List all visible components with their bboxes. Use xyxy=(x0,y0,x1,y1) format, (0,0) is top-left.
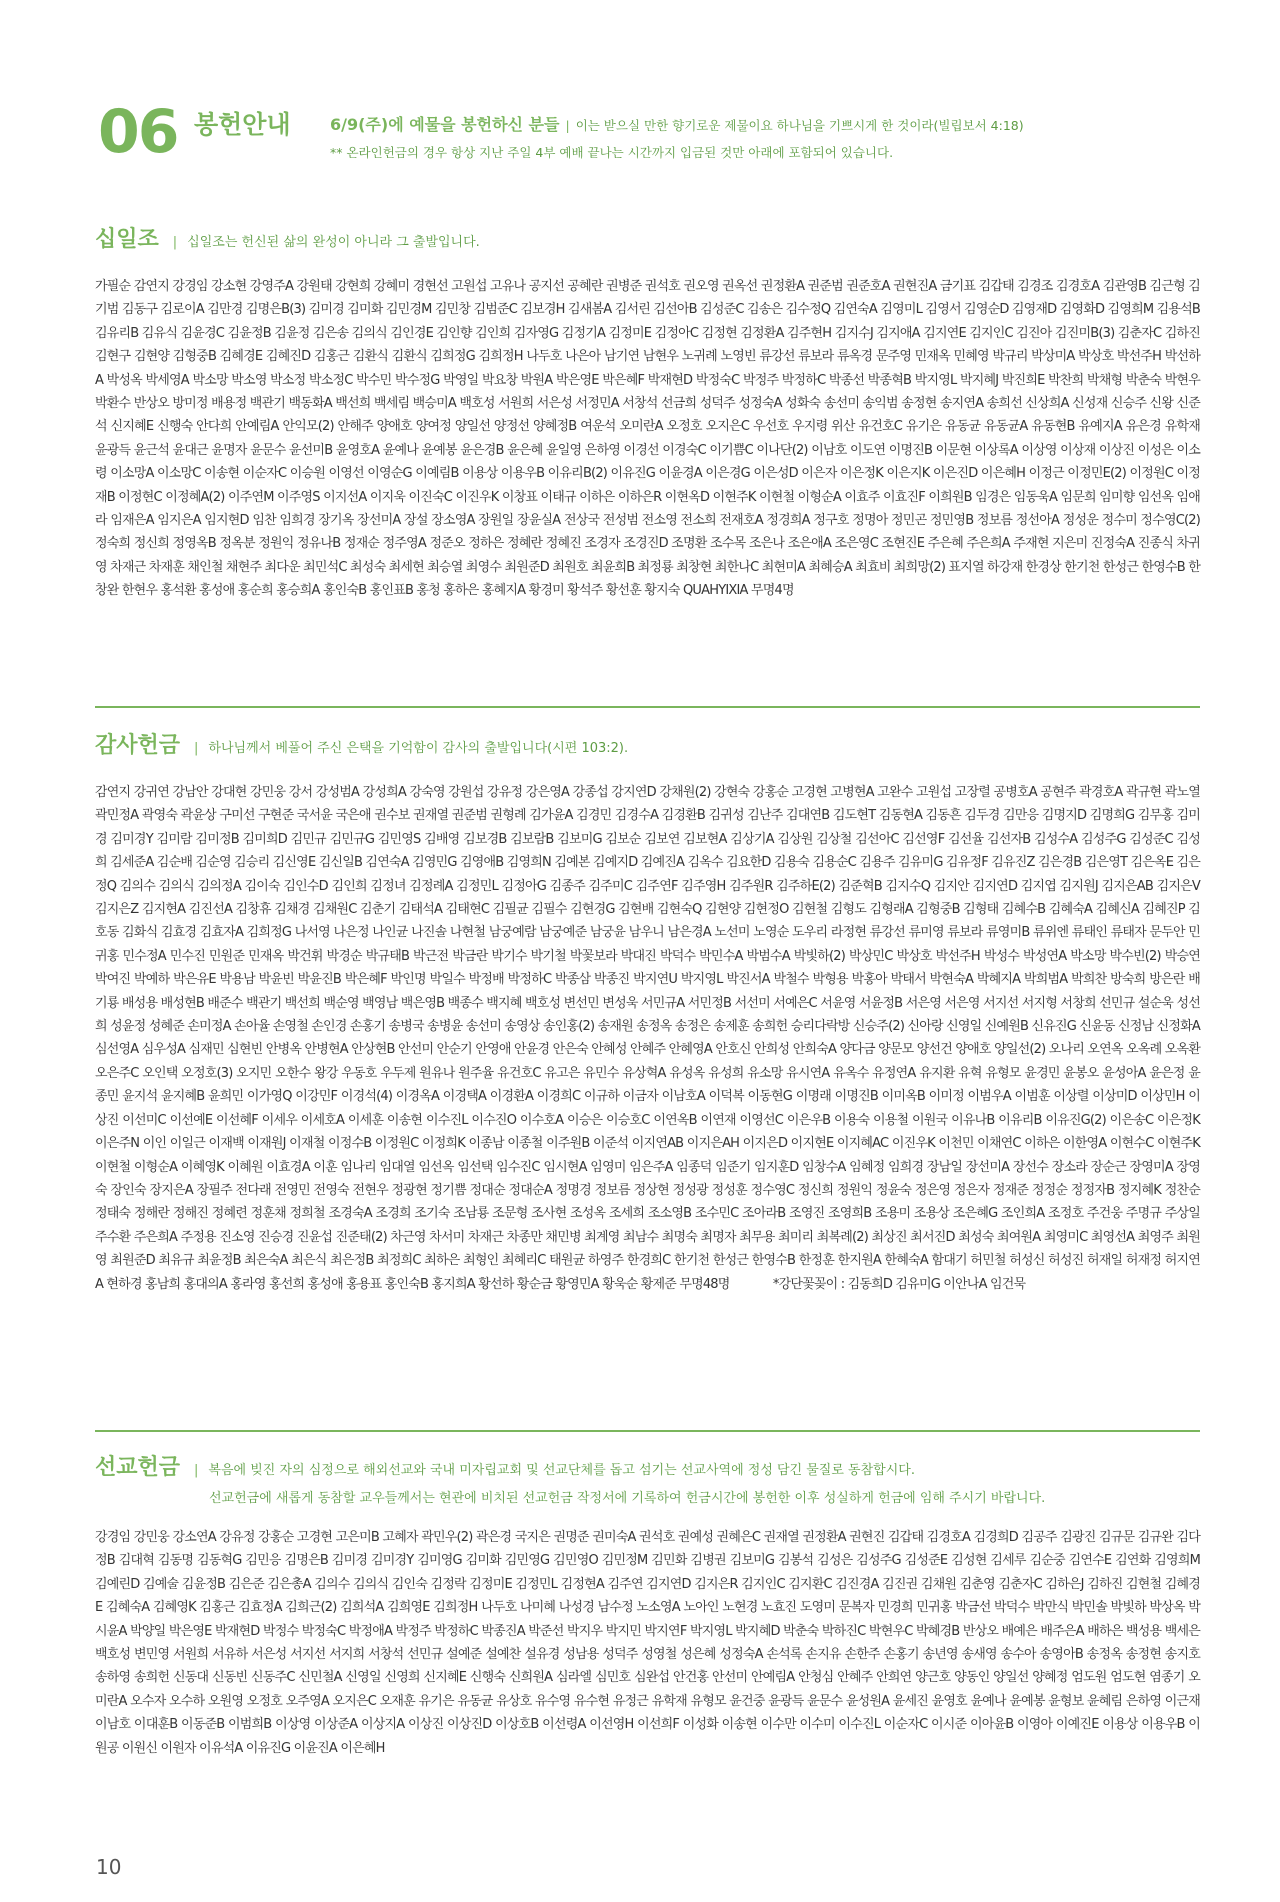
tithe-heading xyxy=(95,222,1200,253)
flower-note: *강단꽃꽂이 : 김동희D 김유미G 이안나A 임건묵 xyxy=(772,1276,1026,1292)
mission-title: 선교헌금 xyxy=(95,1455,181,1480)
mission-description: 복음에 빚진 자의 심정으로 해외선교와 국내 미자립교회 및 선교단체를 돕고 섬기는 선교사역에 정성 담긴 물질로 동참합시다. xyxy=(208,1463,915,1478)
tithe-description: 십일조는 헌신된 삶의 완성이 아니라 그 출발입니다. xyxy=(187,235,480,250)
thanks-heading xyxy=(95,728,1200,759)
thanks-donor-names: 감연지 강귀연 강남안 강대현 강민웅 강서 강성범A 강성희A 강숙영 강원섭 강유정 강은영A 강종섭 강지연D 강채원(2) 강현숙 강홍순 고경현 고병현A 고완수 고원섭 고장렬 공병호A 공현주 곽경호A 곽규현 곽노열 곽민정A 곽영숙 곽윤상 구미선 구현준 국서윤 국은애 권수보 권재열 권준범 권형례 김가윤A 김경민 김경수A 김경환B 김귀성 김난주 김대연B 김도현T 김동현A 김동흔 김두경 김만응 김명지D 김명희G 김무홍 김미경 김미경Y 김미람 김미정B 김미희D 김민규 김민규G 김민영S 김배영 김보경B 김보람B 김보미G 김보순 김보연 김보현A 김상기A 김상원 김상철 김선아C 김선영F 김선율 김선자B 김성수A 김성주G 김성준C 김성희 김세준A 김순배 김순영 김승리 김신영E 김신일B 김연숙A 김영민G 김영애B 김영희N 김예본 김예지D 김예진A 김옥수 김요한D 김용숙 김용순C 김용주 김유미G 김유정F 김유진Z 김은경B 김은영T 김은옥E 김은정Q 김의수 김의식 김의정A 김이숙 김인수D 김인희 김정녀 김정례A 김정민L 김정아G 김종주 김주미C 김주연F 김주영H 김주원R 김주하E(2) 김준혁B 김지수Q 김지안 김지연D 김지엽 김지원J 김지은AB 김지은V 김지은Z 김지현A 김진선A 김창휴 김채경 김채원C 김춘기 김태석A 김태현C 김필균 김필수 김현경G 김현배 김현숙Q 김현양 김현정O 김현철 김형도 김형래A 김형중B 김형태 김혜수B 김혜숙A 김혜신A 김혜진P 김호동 김화식 김효경 김효자A 김희정G 나서영 나은정 나인균 나진솔 나현철 남궁예람 남궁예준 남궁윤 남우니 남은경A 노선미 노영순 도우리 라정현 류강선 류미영 류보라 류영미B 류위엔 류태인 류태자 문두안 민귀홍 민수정A 민수진 민원준 민재옥 박건휘 박경순 박규태B 박근전 박금란 박기수 박기철 박꽃보라 박대진 박덕수 박민수A 박범수A 박빛하(2) 박상민C 박상호 박선주H 박성수 박성연A 박소망 박수빈(2) 박승연 박여진 박예하 박은유E 박용남 박윤빈 박윤진B 박은혜F 박인명 박일수 박정배 박정하C 박종삼 박종진 박지연U 박지영L 박진서A 박철수 박형용 박홍아 박태서 박현숙A 박혜지A 박희범A 박희찬 방숙희 방은란 배기룡 배성용 배성현B 배준수 백관기 백선희 백순영 백영남 백은영B 백종수 백지혜 백호성 변선민 변성욱 서민규A 서민정B 서선미 서예은C 서윤영 서윤정B 서은영 서은영 서지선 서지형 서창희 선민규 설순욱 성선희 성윤정 성혜준 손미정A 손아율 손영철 손인경 손홍기 송병국 송병윤 송선미 송영상 송인홍(2) 송재원 송정옥 송정은 송제훈 송희헌 승리다락방 신승주(2) 신아랑 신영일 신예원B 신유진G 신윤동 신정남 신정화A 심선영A 심우성A 심재민 심현빈 안병옥 안병현A 안상현B 안선미 안순기 안영애 안윤경 안은숙 안혜성 안혜주 안혜영A 안호신 안희성 안희숙A 양다금 양문모 양선건 양애호 양일선(2) 오나리 오연옥 오옥례 오옥환 오은주C 오인택 오정호(3) 오지민 오한수 왕강 우동호 우두제 원유나 원주율 유건호C 유고은 유민수 유상혁A 유성옥 유성희 유소망 유시연A 유옥수 유정연A 유지환 유혁 유형모 윤경민 윤봉오 윤성아A 윤은정 윤종민 윤지석 윤지혜B 윤희민 이가영Q 이강민F 이경석(4) 이경옥A 이경택A 이경환A 이경희C 이규하 이금자 이남호A 이덕복 이동현G 이명래 이명진B 이미옥B 이미정 이범우A 이범훈 이상렬 이상미D 이상민H 이상진 이선미C 이선예E 이선혜F 이세우 이세호A 이세훈 이송현 이수진L 이수진O 이수호A 이승은 이승호C 이연옥B 이연재 이영선C 이은우B 이용숙 이용철 이원국 이유나B 이유리B 이유진G(2) 이은송C 이은정K 이은주N 이인 이일근 이재백 이재원J 이재철 이정수B 이정원C 이정희K 이종남 이종철 이주원B 이준석 이지연AB 이지은AH 이지은D 이지현E 이지혜AC 이진우K 이천민 이채연C 이하은 이한영A 이현수C 이현주K 이현철 이형순A 이혜영K 이혜원 이효경A 이훈 임나리 임대열 임선옥 임선택 임수진C 임시현A 임영미 임은주A 임종덕 임준기 임지훈D 임창수A 임혜정 임희경 장남일 장선미A 장선수 장소라 장순근 장영미A 장영숙 장인숙 장지은A 장필주 전다래 전영민 전영숙 전현우 정광현 정기쁨 정대순 정대순A 정명경 정보름 정상현 정성광 정성훈 정수영C 정신희 정원익 정윤숙 정은영 정은자 정재준 정정순 정정자B 정지혜K 정찬순 정태숙 정해란 정해진 정혜련 정훈채 정희철 조경숙A 조경희 조기숙 조남룡 조문형 조사현 조성옥 조세희 조소영B 조수민C 조아라B 조영진 조영희B 조용미 조용상 조은혜G 조인희A 조정호 주건웅 주명규 주상일 주수환 주은희A 주정용 진소영 진승경 진윤섭 진준태(2) 차근영 차서미 차재근 차종만 채민병 최계영 최남수 최명숙 최명자 최무용 최미리 최복례(2) 최상진 최서진D 최성숙 최여원A 최영미C 최영선A 최영주 최원영 최원준D 최유규 최윤정B 최은숙A 최은식 최은정B 최정희C 최하은 최형인 최혜리C 태원균 하영주 한경희C 한기천 한성근 한영수B 한정훈 한지원A 한혜숙A 함대기 허민철 허성신 허성진 허재일 허재정 허지연A 현하경 홍남희 홍대의A 홍라영 홍선희 홍성애 홍용표 홍인숙B 홍지희A 황선하 황순금 황영민A 황욱순 황제준 무명48명 xyxy=(95,785,1200,1292)
header-highlight: 6/9(주)에 예물을 봉헌하신 분들 xyxy=(330,115,560,134)
mission-heading xyxy=(95,1450,1200,1481)
section-divider xyxy=(95,706,1200,708)
thanks-section xyxy=(95,728,1200,1296)
page-number: 10 xyxy=(96,1855,122,1879)
tithe-donor-list: 가필순 감연지 강경임 강소현 강영주A 강원태 강현희 강혜미 경현선 고원섭 고유나 공지선 공혜란 권병준 권석호 권오영 권옥선 권정환A 권준범 권준호A 권현진A 금기표 김갑태 김경조 김경호A 김관영B 김근형 김기범 김동구 김로이A 김만경 김명은B(3) 김미경 김미화 김민경M 김민창 김범준C 김보경H 김새봄A 김서린 김선아B 김성준C 김송은 김수정Q 김연숙A 김영미L 김영서 김영순D 김영재D 김영화D 김영희M 김용석B 김유리B 김유식 김윤경C 김윤정B 김윤정 김은송 김의식 김인경E 김인향 김인희 김자영G 김정기A 김정미E 김정아C 김정현 김정환A 김주현H 김지수J 김지애A 김지연E 김지인C 김진아 김진미B(3) 김춘자C 김하진 김현구 김현양 김형중B 김혜경E 김혜진D 김홍근 김환식 김환식 김희정G 김희정H 나두호 나은아 남기연 남현우 노귀례 노영빈 류강선 류보라 류옥경 문주영 민재옥 민혜영 박규리 박상미A 박상호 박선주H 박선하A 박성옥 박세영A 박소망 박소영 박소정 박소정C 박수민 박수정G 박영일 박요창 박원A 박은영E 박은혜F 박재현D 박정숙C 박정주 박정하C 박종선 박종혁B 박지영L 박지혜J 박진희E 박찬희 박채형 박춘숙 박현우 박환수 반상오 방미정 배용정 백관기 백동화A 백선희 백세림 백승미A 백호성 서원희 서은성 서정민A 서창석 선금희 성덕주 성정숙A 성화숙 송선미 송익범 송정현 송지연A 송희선 신상희A 신성재 신승주 신왕 신준석 신지혜E 신행숙 안다희 안예림A 안익모(2) 안해주 양애호 양여정 양일선 양정선 양혜정B 여운석 오미란A 오정호 오지은C 우선호 우지령 위산 유건호C 유기은 유동균 유동균A 유동현B 유예지A 유은경 유학재 윤광득 윤근석 윤대근 윤명자 윤문수 윤선미B 윤영호A 윤예나 윤예봉 윤은경B 윤은혜 윤일영 은하영 이경선 이경숙C 이기쁨C 이나단(2) 이남호 이도연 이명진B 이문현 이상록A 이상영 이상재 이상진 이성은 이소령 이소망A 이소망C 이송현 이순자C 이승원 이영선 이영순G 이예림B 이용상 이용우B 이유리B(2) 이유진G 이윤경A 이은경G 이은성D 이은자 이은정K 이은지K 이은진D 이은혜H 이정근 이정민E(2) 이정원C 이정재B 이정현C 이정혜A(2) 이주연M 이주영S 이지선A 이지욱 이진숙C 이진우K 이창표 이태규 이하은 이하은R 이현옥D 이현주K 이현철 이형순A 이효주 이효진F 이희원B 임경은 임동욱A 임문희 임미향 임선옥 임애라 임재은A 임지은A 임지현D 임찬 임희경 장기옥 장선미A 장설 장소영A 장원일 장윤실A 전상국 전성범 전소영 전소희 전재호A 정경희A 정구호 정명아 정민곤 정민영B 정보름 정선아A 정성운 정수미 정수영C(2) 정숙희 정신희 정영옥B 정옥분 정원익 정유나B 정재순 정주영A 정준오 정하은 정혜란 정혜진 조경자 조경진D 조명환 조수목 조은나 조은애A 조은영C 조현진E 주은혜 주은희A 주재현 지은미 진정숙A 진종식 차귀영 차재근 차재훈 채인철 채현주 최다운 최민석C 최성숙 최세현 최승열 최영수 최원준D 최원호 최윤희B 최정룡 최창현 최한나C 최현미A 최혜승A 최효비 최희망(2) 표지열 하강재 한경상 한기천 한성근 한영수B 한창완 한현우 홍석환 홍성애 홍순희 홍승희A 홍인숙B 홍인표B 홍청 홍하은 홍혜지A 황경미 황석주 황선훈 황지숙 QUAHYIXIA 무명4명 xyxy=(95,279,1200,599)
thanks-description: 하나님께서 베풀어 주신 은택을 기억함이 감사의 출발입니다(시편 103:2). xyxy=(208,741,629,756)
header-note: ** 온라인헌금의 경우 항상 지난 주일 4부 예배 끝나는 시간까지 입금된 것만 아래에 포함되어 있습니다. xyxy=(330,145,894,160)
section-divider xyxy=(95,1430,1200,1432)
section-number: 06 xyxy=(98,97,178,167)
header-verse: 이는 받으실 만한 향기로운 제물이요 하나님을 기쁘시게 한 것이라(빌립보서 4:18) xyxy=(575,118,1024,133)
tithe-separator: | xyxy=(172,235,178,250)
mission-donor-list: 강경임 강민웅 강소연A 강유정 강홍순 고경현 고은미B 고혜자 곽민우(2) 곽은경 국지은 권명준 권미숙A 권석호 권예성 권혜은C 권재열 권정환A 권현진 김갑태 김경호A 김경희D 김공주 김광진 김규문 김규완 김다정B 김대혁 김동명 김동혁G 김민응 김명은B 김미경 김미경Y 김미영G 김미화 김민영G 김민영O 김민정M 김민화 김병권 김보미G 김봉석 김성은 김성주G 김성준E 김성현 김세루 김순중 김연수E 김연화 김영희M 김예린D 김예술 김윤정B 김은준 김은총A 김의수 김의식 김인숙 김정락 김정미E 김정민L 김정현A 김주연 김지연D 김지은R 김지인C 김지환C 김진경A 김진권 김채원 김춘영 김춘자C 김하은J 김하진 김현철 김혜경E 김혜숙A 김혜영K 김홍근 김효정A 김희근(2) 김희석A 김희영E 김희정H 나두호 나미혜 나성경 남수정 노소영A 노아인 노현경 노효진 도영미 문복자 민경희 민귀홍 박금선 박덕수 박만식 박민솔 박빛하 박상옥 박시윤A 박양일 박은영E 박재현D 박정수 박정숙C 박정애A 박정주 박정하C 박종진A 박준선 박지우 박지민 박지연F 박지영L 박지혜D 박춘숙 박하진C 박현우C 박혜경B 반상오 배예은 배주은A 배하은 백성용 백세은 백호성 변민영 서원희 서유하 서은성 서지선 서지희 서창석 선민규 설예준 설예찬 설유경 성남용 성덕주 성영철 성은혜 성정숙A 손석록 손지유 손한주 손홍기 송년영 송새영 송수아 송영아B 송정옥 송정현 송지호 송하영 송희헌 신동대 신동빈 신동주C 신민철A 신영일 신영희 신지혜E 신행숙 신희원A 심라엘 심민호 심완섭 안건홍 안선미 안예림A 안청심 안혜주 안희연 양근호 양동인 양일선 양혜정 엄도원 엄도현 염종기 오미란A 오수자 오수하 오원영 오정호 오주영A 오지은C 오재훈 유기은 유동균 유상호 유수영 유수현 유정근 유학재 유형모 윤건중 윤광득 윤문수 윤성원A 윤세진 윤영호 윤예나 윤예봉 윤형보 윤혜림 은하영 이근재 이남호 이대훈B 이동준B 이범희B 이상영 이상준A 이상지A 이상진 이상진D 이상호B 이선령A 이선영H 이선희F 이성화 이송현 이수만 이수미 이수진L 이순자C 이시준 이아윤B 이영아 이예진E 이용상 이용우B 이원공 이원신 이원자 이유석A 이유진G 이윤진A 이은혜H xyxy=(95,1530,1200,1756)
thanks-title: 감사헌금 xyxy=(95,733,181,758)
tithe-title: 십일조 xyxy=(95,227,159,252)
thanks-separator: | xyxy=(194,741,199,756)
tithe-section xyxy=(95,222,1200,603)
thanks-donor-list xyxy=(95,781,1200,1296)
section-title: 봉헌안내 xyxy=(194,110,291,139)
page-header xyxy=(98,97,1198,180)
header-intro xyxy=(330,114,1210,137)
mission-section xyxy=(95,1450,1200,1760)
mission-separator: | xyxy=(194,1463,199,1478)
mission-description-2: 선교헌금에 새롭게 동참할 교우들께서는 현관에 비치된 선교헌금 작정서에 기록하여 헌금시간에 봉헌한 이후 성실하게 헌금에 임해 주시기 바랍니다. xyxy=(209,1491,1046,1506)
header-separator: | xyxy=(565,118,570,133)
